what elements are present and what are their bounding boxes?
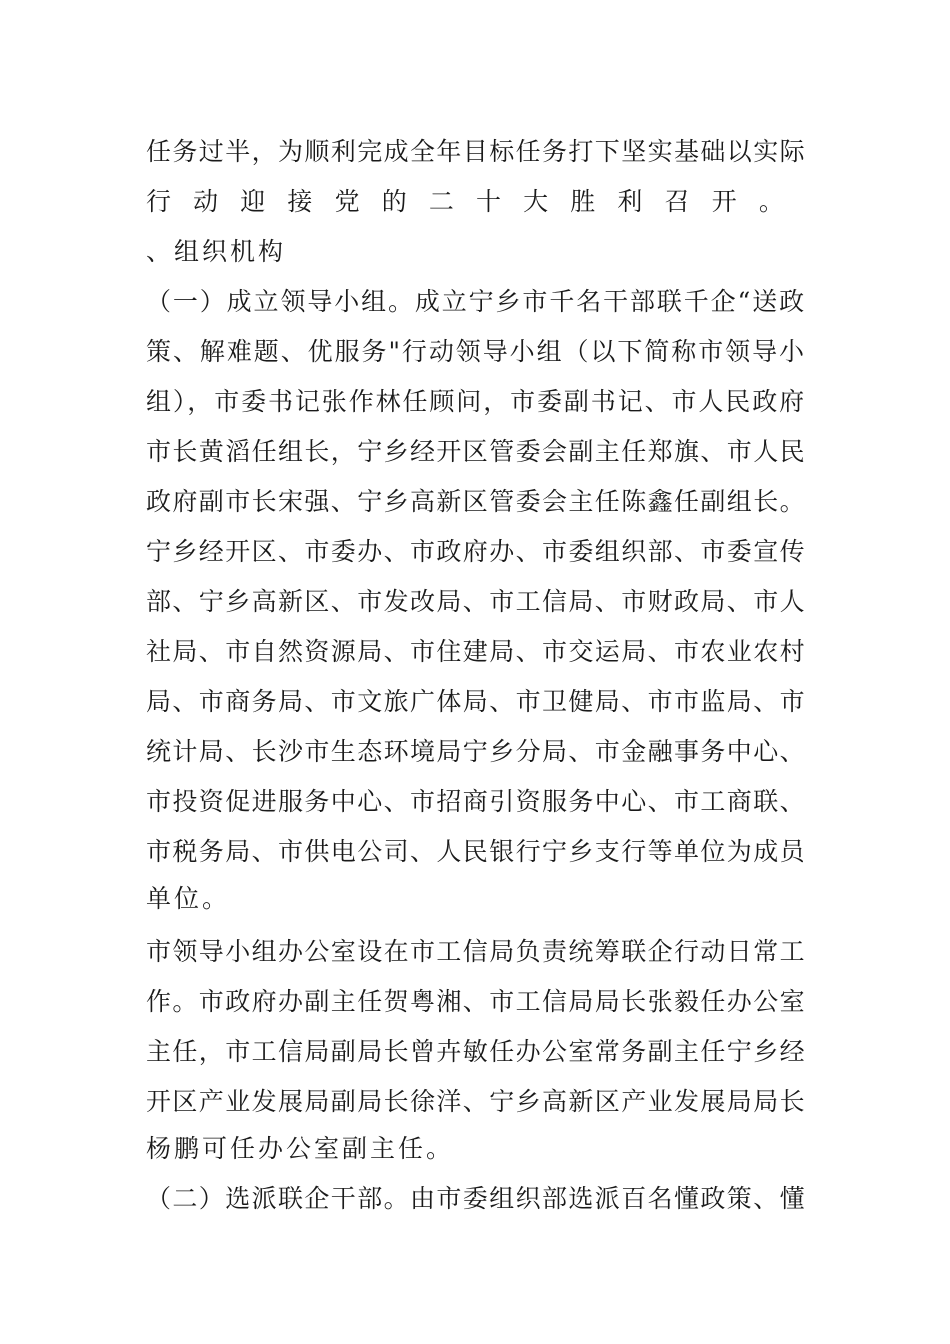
text-line: 任务过半，为顺利完成全年目标任务打下坚实基础以实际 bbox=[146, 137, 806, 166]
text-line: 开区产业发展局副局长徐洋、宁乡高新区产业发展局局长 bbox=[146, 1087, 806, 1116]
text-line: 主任，市工信局副局长曾卉敏任办公室常务副主任宁乡经 bbox=[146, 1037, 806, 1066]
text-line: （一）成立领导小组。成立宁乡市千名干部联千企“送政 bbox=[146, 287, 806, 316]
text-line: 市长黄滔任组长，宁乡经开区管委会副主任郑旗、市人民 bbox=[146, 437, 806, 466]
text-line: 作。市政府办副主任贺粤湘、市工信局局长张毅任办公室 bbox=[146, 987, 806, 1016]
section-heading: 、组织机构 bbox=[146, 237, 287, 266]
text-line: 局、市商务局、市文旅广体局、市卫健局、市市监局、市 bbox=[146, 687, 806, 716]
text-line: 策、解难题、优服务"行动领导小组（以下简称市领导小 bbox=[146, 337, 806, 366]
text-line: 杨鹏可任办公室副主任。 bbox=[146, 1134, 455, 1163]
text-line: 单位。 bbox=[146, 884, 231, 913]
text-line: 统计局、长沙市生态环境局宁乡分局、市金融事务中心、 bbox=[146, 737, 806, 766]
text-line: 社局、市自然资源局、市住建局、市交运局、市农业农村 bbox=[146, 637, 806, 666]
text-line: 市税务局、市供电公司、人民银行宁乡支行等单位为成员 bbox=[146, 837, 806, 866]
text-line: 市领导小组办公室设在市工信局负责统筹联企行动日常工 bbox=[146, 937, 806, 966]
text-line: 部、宁乡高新区、市发改局、市工信局、市财政局、市人 bbox=[146, 587, 806, 616]
text-line: 政府副市长宋强、宁乡高新区管委会主任陈鑫任副组长。 bbox=[146, 487, 806, 516]
text-line: 组），市委书记张作林任顾问，市委副书记、市人民政府 bbox=[146, 387, 806, 416]
text-line: （二）选派联企干部。由市委组织部选派百名懂政策、懂 bbox=[146, 1184, 806, 1213]
text-line: 行动迎接党的二十大胜利召开。 bbox=[146, 187, 806, 216]
text-line: 宁乡经开区、市委办、市政府办、市委组织部、市委宣传 bbox=[146, 537, 806, 566]
text-line: 市投资促进服务中心、市招商引资服务中心、市工商联、 bbox=[146, 787, 806, 816]
